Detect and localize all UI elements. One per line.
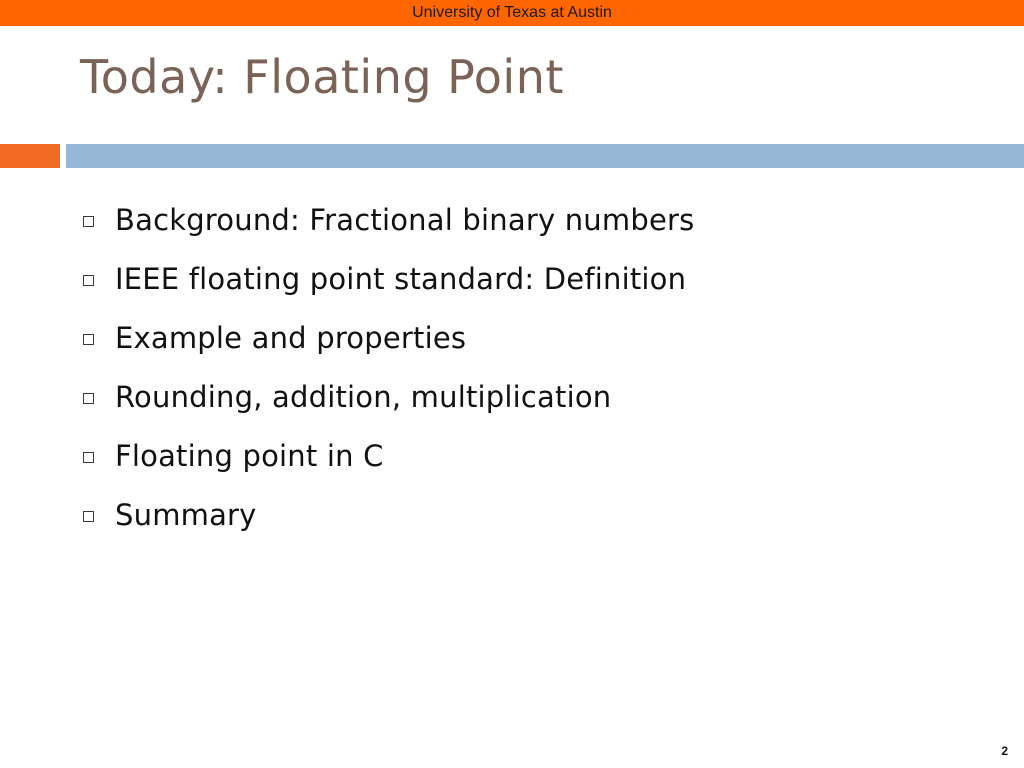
square-bullet-icon bbox=[83, 393, 94, 404]
list-item bbox=[80, 190, 694, 249]
bullet-text: Summary bbox=[115, 497, 257, 532]
square-bullet-icon bbox=[83, 511, 94, 522]
institution-banner bbox=[0, 0, 1024, 26]
accent-bar-orange bbox=[0, 144, 60, 168]
accent-bar-blue bbox=[66, 144, 1024, 168]
page-number: 2 bbox=[1001, 744, 1008, 758]
list-item bbox=[80, 426, 694, 485]
institution-name: University of Texas at Austin bbox=[412, 4, 612, 21]
list-item bbox=[80, 308, 694, 367]
bullet-text: Floating point in C bbox=[115, 438, 384, 473]
square-bullet-icon bbox=[83, 275, 94, 286]
list-item bbox=[80, 367, 694, 426]
list-item bbox=[80, 485, 694, 544]
bullet-text: Example and properties bbox=[115, 320, 467, 355]
bullet-text: Background: Fractional binary numbers bbox=[115, 202, 695, 237]
list-item bbox=[80, 249, 694, 308]
square-bullet-icon bbox=[83, 334, 94, 345]
bullet-text: IEEE floating point standard: Definition bbox=[115, 261, 687, 296]
bullet-text: Rounding, addition, multiplication bbox=[115, 379, 612, 414]
slide-title: Today: Floating Point bbox=[80, 50, 564, 104]
square-bullet-icon bbox=[83, 216, 94, 227]
bullet-list bbox=[80, 190, 694, 544]
square-bullet-icon bbox=[83, 452, 94, 463]
